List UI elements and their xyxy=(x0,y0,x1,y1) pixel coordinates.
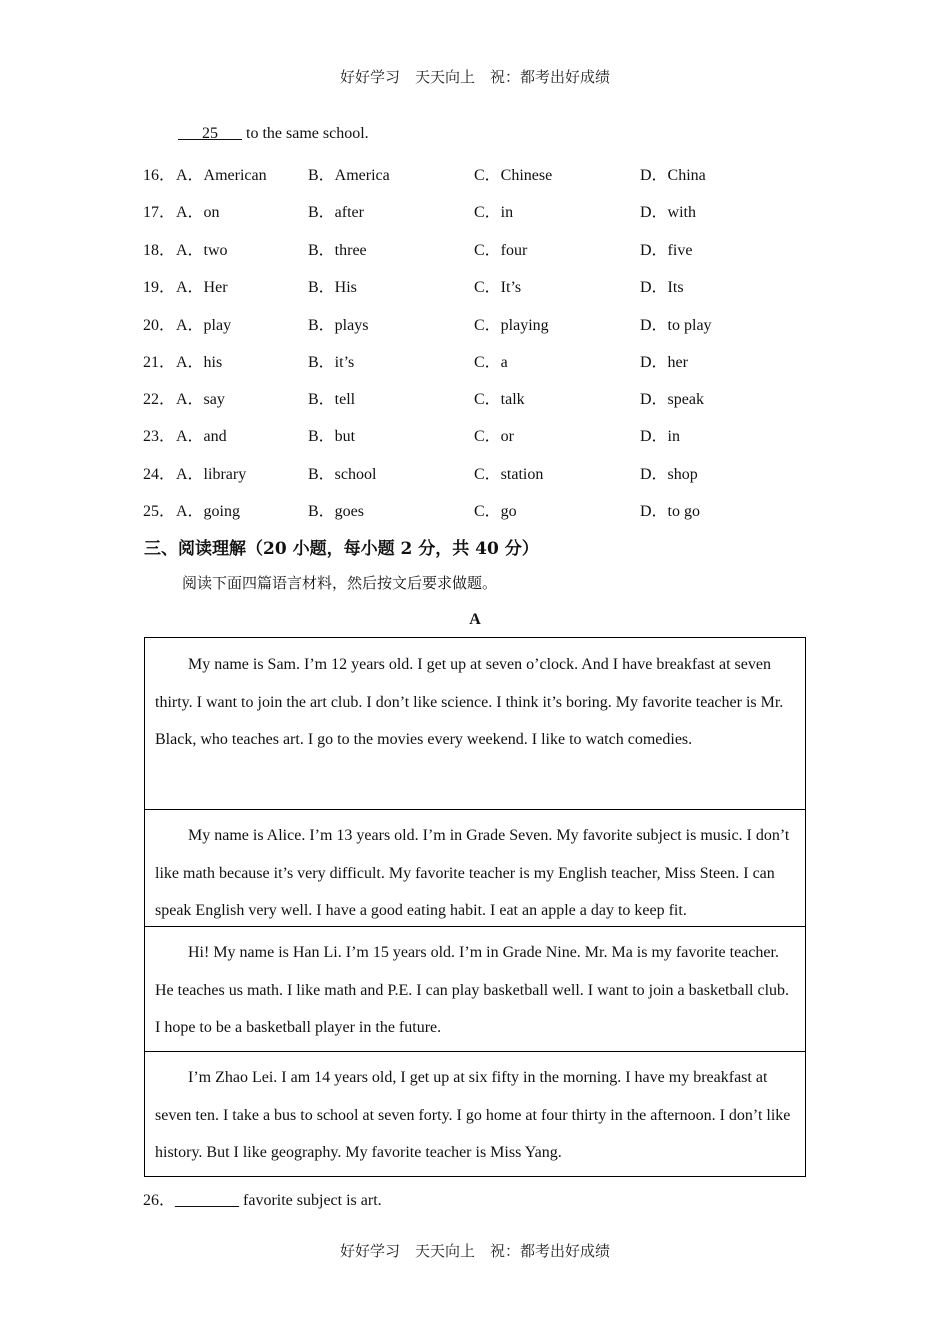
option-d: D．shop xyxy=(640,466,698,483)
answer-blank: ________ xyxy=(175,1192,240,1209)
option-d: D．in xyxy=(640,428,681,445)
question-text: favorite subject is art. xyxy=(239,1192,382,1209)
option-d: D．five xyxy=(640,242,693,259)
passage-text: My name is Alice. I’m 13 years old. I’m in Grade Seven. My favorite subject is music. I don’t like math because it’s very difficult. My favorite teacher is my English teacher, Miss Steen. I can speak English very well. I have a good eating habit. I eat an apple a day to keep fit. xyxy=(155,827,790,919)
option-b: B．His xyxy=(308,279,357,296)
question-23 xyxy=(143,423,843,447)
passage-cell-sam xyxy=(145,646,805,759)
question-number: 23． xyxy=(143,428,176,445)
question-number: 26． xyxy=(143,1192,176,1209)
option-a: A．American xyxy=(176,167,267,184)
passage-text: I’m Zhao Lei. I am 14 years old, I get up at six fifty in the morning. I have my breakfast at seven ten. I take a bus to school at seven forty. I go home at four thirty in the afternoon. I don’t like history. But I like geography. My favorite teacher is Miss Yang. xyxy=(155,1069,791,1161)
option-c: C．playing xyxy=(474,317,549,334)
passage-text: My name is Sam. I’m 12 years old. I get up at seven o’clock. And I have breakfast at seven thirty. I want to join the art club. I don’t like science. I think it’s boring. My favorite teacher is Mr. Black, who teaches art. I go to the movies every weekend. I like to watch comedies. xyxy=(155,656,784,748)
question-25 xyxy=(143,498,843,522)
option-b: B．tell xyxy=(308,391,356,408)
option-c: C．Chinese xyxy=(474,167,553,184)
option-c: C．a xyxy=(474,354,508,371)
option-c: C．talk xyxy=(474,391,525,408)
option-c: C．It’s xyxy=(474,279,522,296)
option-d: D．Its xyxy=(640,279,684,296)
question-18 xyxy=(143,237,843,261)
option-b: B．plays xyxy=(308,317,369,334)
option-b: B．it’s xyxy=(308,354,355,371)
option-a: A．on xyxy=(176,204,220,221)
option-a: A．going xyxy=(176,503,241,520)
option-b: B．three xyxy=(308,242,367,259)
page-header: 好好学习 天天向上 祝：都考出好成绩 xyxy=(339,68,610,86)
option-a: A．and xyxy=(176,428,227,445)
question-19 xyxy=(143,274,843,298)
question-number: 16． xyxy=(143,167,176,184)
option-a: A．his xyxy=(176,354,223,371)
question-number: 20． xyxy=(143,317,176,334)
question-21 xyxy=(143,349,843,373)
question-number: 17． xyxy=(143,204,176,221)
question-16 xyxy=(143,162,843,186)
page-footer: 好好学习 天天向上 祝：都考出好成绩 xyxy=(339,1242,610,1260)
question-24 xyxy=(143,461,843,485)
passage-cell-alice xyxy=(145,809,805,930)
passage-cell-zhao-lei xyxy=(145,1051,805,1172)
option-a: A．two xyxy=(176,242,228,259)
question-number: 24． xyxy=(143,466,176,483)
option-d: D．to go xyxy=(640,503,701,520)
passage-text: Hi! My name is Han Li. I’m 15 years old. I’m in Grade Nine. Mr. Ma is my favorite teacher. He teaches us math. I like math and P.E. I can play basketball well. I want to join a basketball club. I hope to be a basketball player in the future. xyxy=(155,944,790,1036)
passage-table xyxy=(144,637,806,1177)
option-d: D．speak xyxy=(640,391,704,408)
option-b: B．goes xyxy=(308,503,365,520)
continuation-line xyxy=(178,125,369,143)
option-b: B．America xyxy=(308,167,390,184)
question-20 xyxy=(143,312,843,336)
option-b: B．after xyxy=(308,204,364,221)
question-number: 25． xyxy=(143,503,176,520)
option-c: C．or xyxy=(474,428,515,445)
question-number: 19． xyxy=(143,279,176,296)
option-c: C．station xyxy=(474,466,544,483)
option-c: C．in xyxy=(474,204,514,221)
option-b: B．but xyxy=(308,428,356,445)
section-instruction: 阅读下面四篇语言材料，然后按文后要求做题。 xyxy=(182,574,498,592)
question-number: 18． xyxy=(143,242,176,259)
option-a: A．play xyxy=(176,317,232,334)
question-number: 21． xyxy=(143,354,176,371)
option-a: A．Her xyxy=(176,279,228,296)
option-a: A．say xyxy=(176,391,225,408)
option-d: D．with xyxy=(640,204,697,221)
option-a: A．library xyxy=(176,466,247,483)
question-22 xyxy=(143,386,843,410)
section-title: 三、阅读理解（20 小题，每小题 2 分，共 40 分） xyxy=(144,539,539,559)
question-26 xyxy=(143,1187,382,1210)
question-17 xyxy=(143,199,843,223)
option-b: B．school xyxy=(308,466,377,483)
question-number: 22． xyxy=(143,391,176,408)
option-c: C．go xyxy=(474,503,517,520)
option-d: D．her xyxy=(640,354,688,371)
passage-cell-han-li xyxy=(145,926,805,1047)
option-d: D．to play xyxy=(640,317,712,334)
option-c: C．four xyxy=(474,242,528,259)
blank-25: 25 xyxy=(178,125,242,142)
continuation-text: to the same school. xyxy=(242,125,369,142)
option-d: D．China xyxy=(640,167,706,184)
passage-label: A xyxy=(469,611,481,628)
